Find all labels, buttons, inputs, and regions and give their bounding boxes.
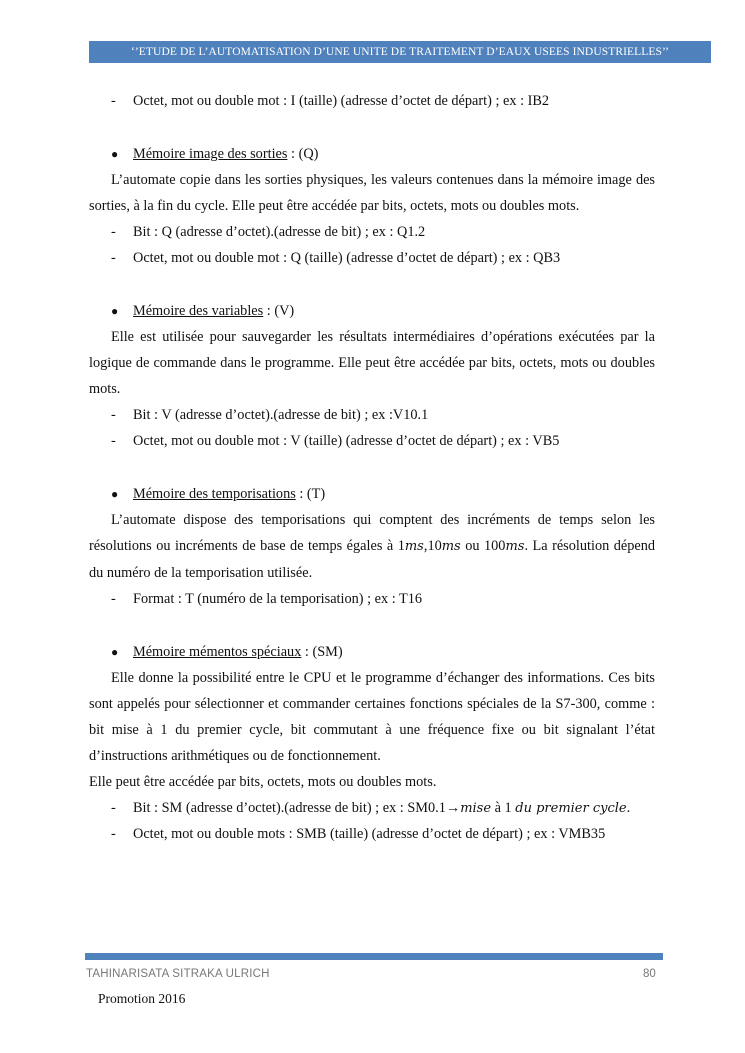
math-text: du premier cycle	[515, 801, 627, 816]
section-paragraph	[89, 507, 655, 586]
section-suffix: : (T)	[295, 486, 326, 502]
section-paragraph: Elle est utilisée pour sauvegarder les résultats intermédiaires d’opérations exécutées par la logique de commande dans le programme. Elle peut être accédée par bits, octets, mots ou doubles mots.	[89, 329, 655, 397]
math-value: 100	[484, 538, 506, 554]
section-heading-sm	[89, 639, 655, 665]
paragraph-text: L’automate dispose des temporisations qui comptent des incréments de temps selon les résolutions ou incréments de base de temps égales à	[89, 512, 655, 554]
section-heading-t	[89, 481, 655, 507]
section-heading-v	[89, 298, 655, 324]
list-item	[89, 821, 655, 847]
bullet-icon: ●	[111, 147, 119, 161]
footer-divider	[85, 953, 663, 960]
math-value: 1	[397, 538, 405, 554]
section-title: Mémoire mémentos spéciaux	[133, 644, 302, 660]
dash-bullet: -	[111, 826, 116, 842]
list-item-text: Format : T (numéro de la temporisation) ; ex : T16	[133, 591, 423, 607]
list-item-text: Bit : SM (adresse d’octet).(adresse de bit) ; ex : SM0.1	[133, 800, 446, 816]
section-suffix: : (Q)	[287, 146, 319, 162]
separator: ,	[423, 538, 428, 554]
section-paragraph: Elle donne la possibilité entre le CPU et le programme d’échanger des informations. Ces bits sont appelés pour sélectionner et commander certaines fonctions spéciales de la S7-300, comme : bit mise à 1 du premier cycle, bit commutant à une fréquence fixe ou bit signalant l’état d’instructions arithmétiques ou de fonctionnement.	[89, 670, 655, 764]
list-item-text: Octet, mot ou double mot : V (taille) (adresse d’octet de départ) ; ex : VB5	[133, 433, 560, 449]
page-header-title: ‘’ETUDE DE L’AUTOMATISATION D’UNE UNITE DE TRAITEMENT D’EAUX USEES INDUSTRIELLES’’	[89, 41, 711, 63]
math-unit: ms	[404, 539, 424, 554]
list-item	[89, 402, 655, 428]
dash-bullet: -	[111, 407, 116, 423]
math-unit: ms	[505, 539, 525, 554]
section-suffix: : (SM)	[301, 644, 343, 660]
section-paragraph: L’automate copie dans les sorties physiques, les valeurs contenues dans la mémoire image des sorties, à la fin du cycle. Elle peut être accédée par bits, octets, mots ou doubles mots.	[89, 172, 655, 214]
dash-bullet: -	[111, 591, 116, 607]
dash-bullet: -	[111, 800, 116, 816]
math-value: 10	[427, 538, 442, 554]
list-item	[89, 428, 655, 454]
list-item	[89, 219, 655, 245]
footer-promotion: Promotion 2016	[98, 991, 186, 1006]
list-item-text: Octet, mot ou double mots : SMB (taille) (adresse d’octet de départ) ; ex : VMB35	[133, 826, 606, 842]
paragraph-text: . La résolution dépend du numéro de la temporisation utilisée.	[89, 538, 656, 581]
dash-bullet: -	[111, 93, 116, 109]
bullet-icon: ●	[111, 487, 119, 501]
list-item-text: Octet, mot ou double mot : I (taille) (adresse d’octet de départ) ; ex : IB2	[133, 93, 550, 109]
list-item	[89, 245, 655, 271]
list-item-text: .	[626, 800, 631, 816]
math-unit: ms	[441, 539, 461, 554]
list-item	[89, 586, 655, 612]
document-body	[89, 88, 655, 847]
dash-bullet: -	[111, 250, 116, 266]
list-item-text: Bit : V (adresse d’octet).(adresse de bit) ; ex :V10.1	[133, 407, 429, 423]
section-heading-q	[89, 141, 655, 167]
dash-bullet: -	[111, 433, 116, 449]
section-paragraph-2: Elle peut être accédée par bits, octets, mots ou doubles mots.	[89, 774, 437, 790]
list-item-text: Octet, mot ou double mot : Q (taille) (adresse d’octet de départ) ; ex : QB3	[133, 250, 561, 266]
dash-bullet: -	[111, 224, 116, 240]
arrow-icon: →	[445, 800, 461, 816]
bullet-icon: ●	[111, 645, 119, 659]
section-suffix: : (V)	[263, 303, 295, 319]
list-item	[89, 795, 655, 821]
math-text: mise	[460, 801, 492, 816]
footer-author: TAHINARISATA SITRAKA ULRICH	[86, 968, 270, 980]
page-number: 80	[643, 968, 656, 980]
list-item	[89, 88, 655, 114]
list-item-text: Bit : Q (adresse d’octet).(adresse de bit) ; ex : Q1.2	[133, 224, 426, 240]
section-title: Mémoire des temporisations	[133, 486, 296, 502]
list-item-text: à 1	[491, 800, 516, 816]
section-title: Mémoire image des sorties	[133, 146, 288, 162]
bullet-icon: ●	[111, 304, 119, 318]
separator: ou	[460, 538, 484, 554]
section-title: Mémoire des variables	[133, 303, 264, 319]
